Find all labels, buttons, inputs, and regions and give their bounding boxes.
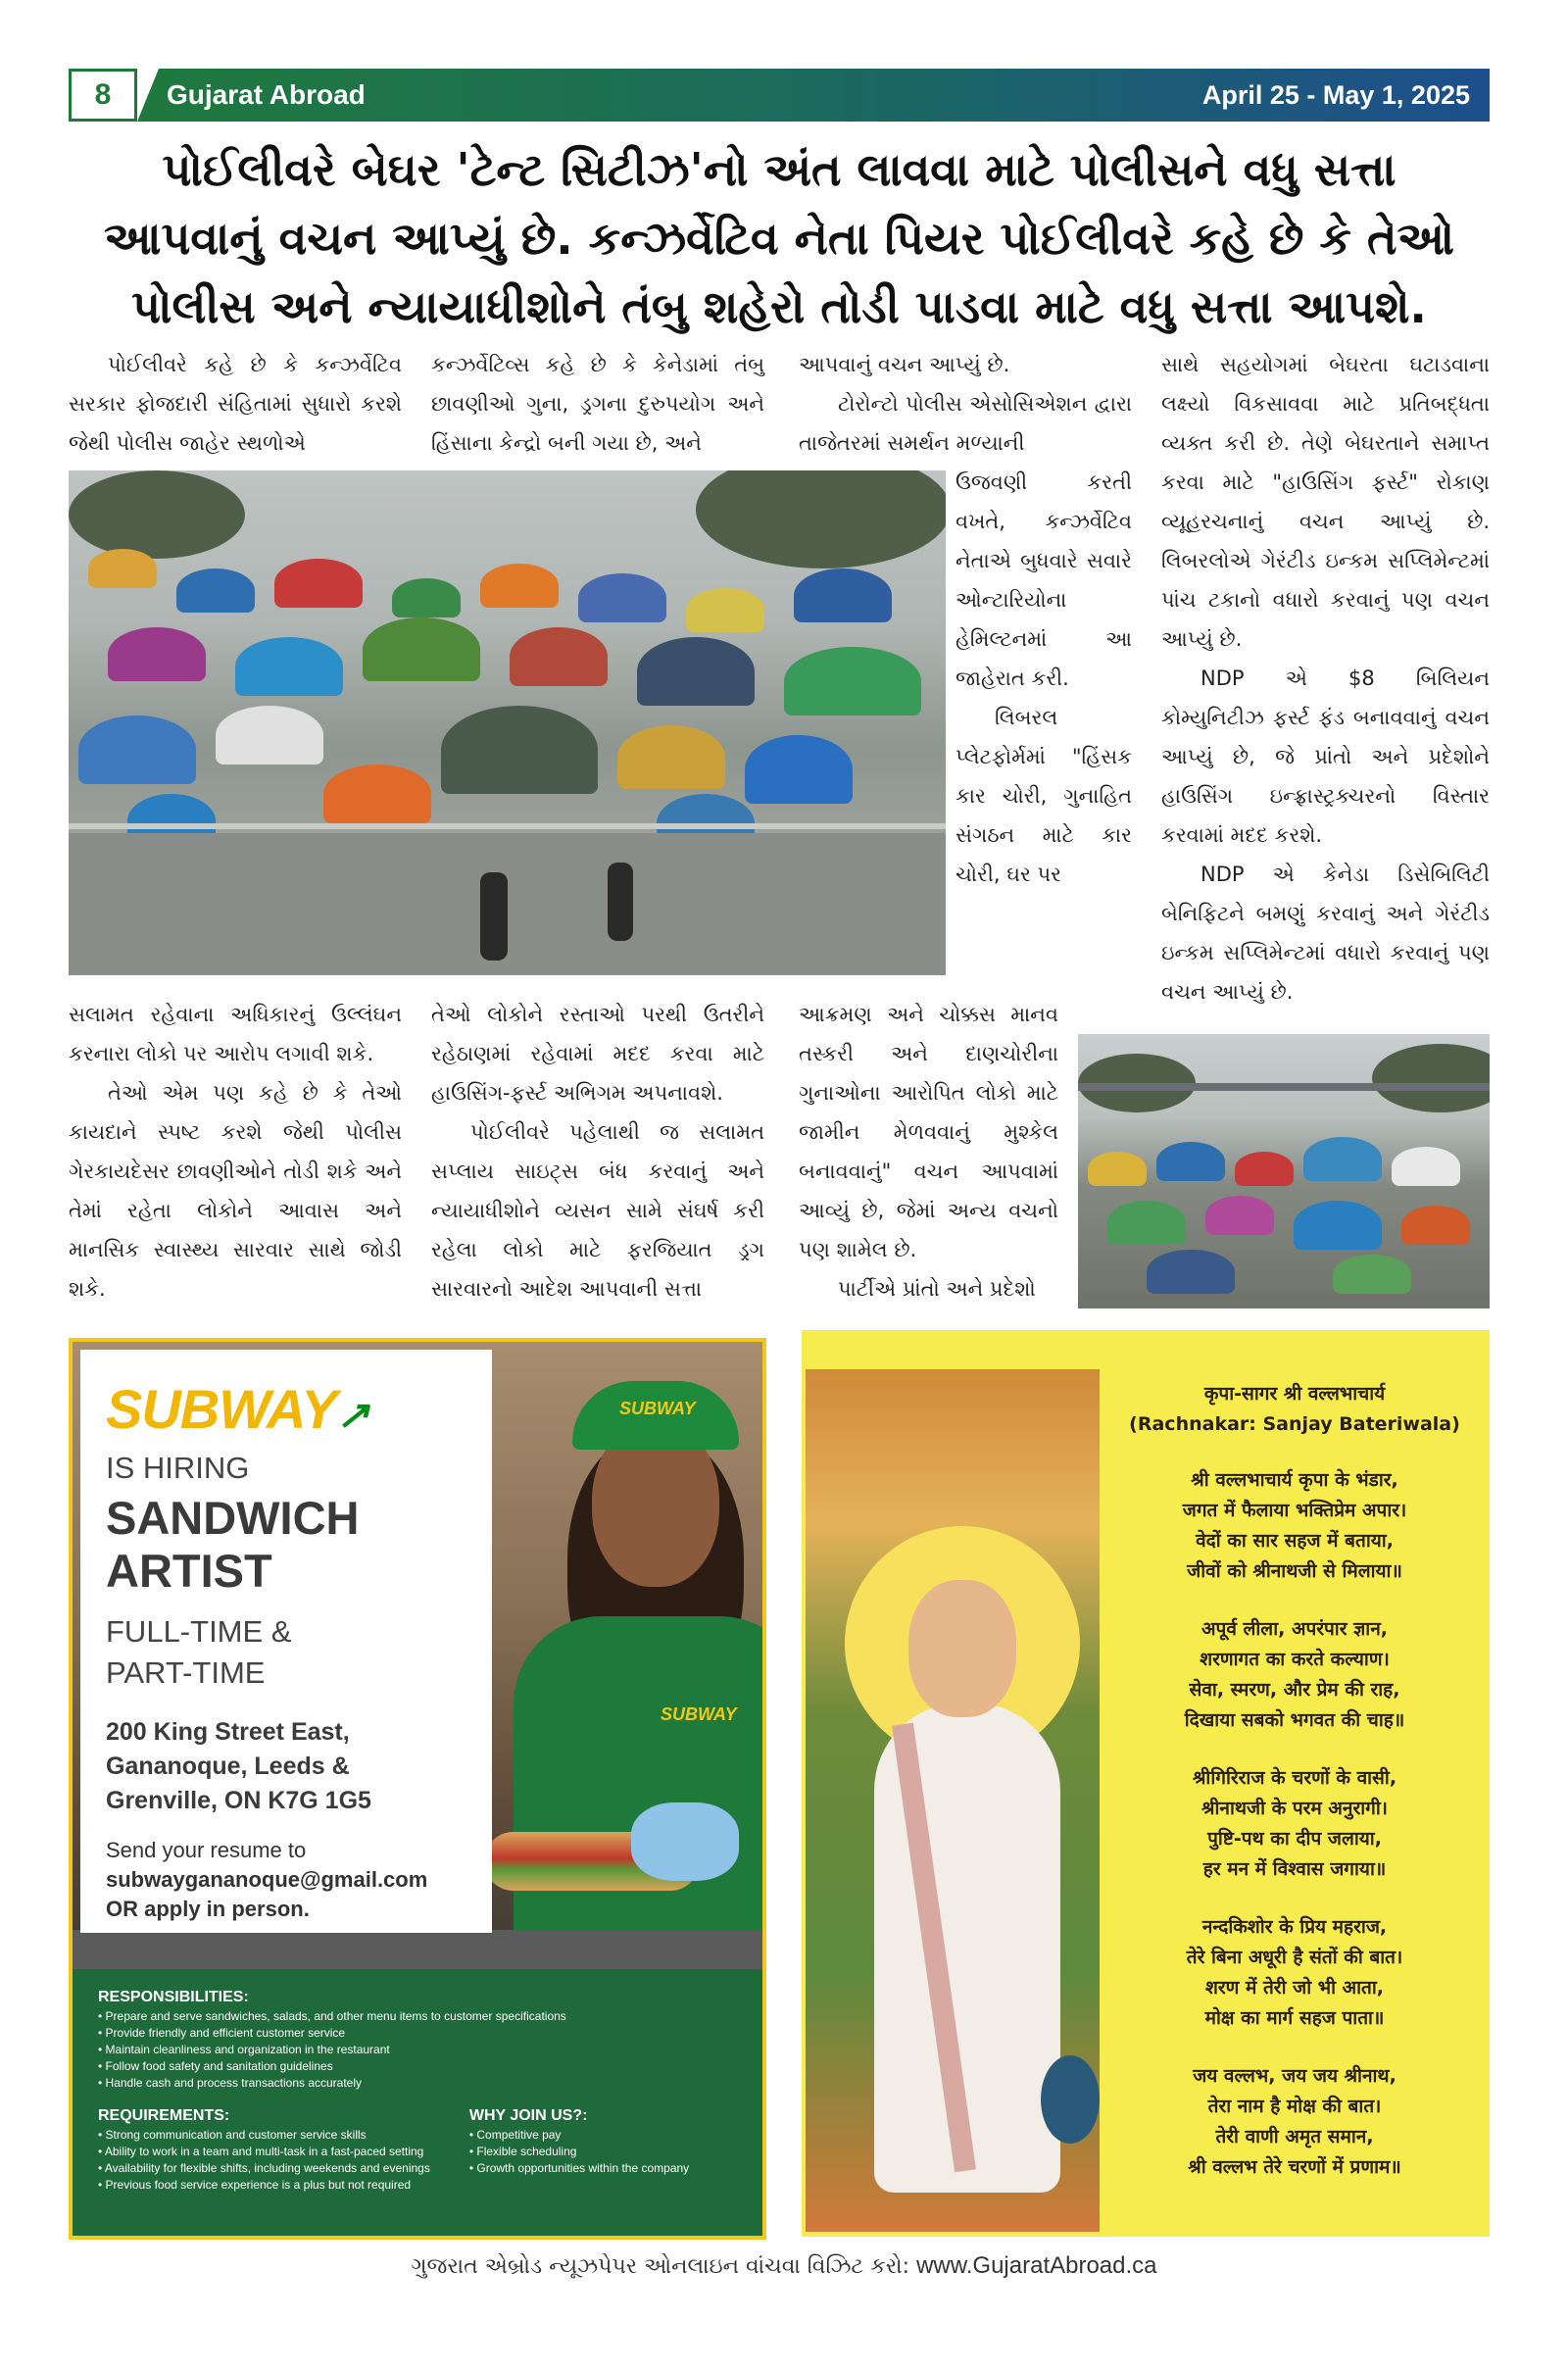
issue-date: April 25 - May 1, 2025 [1201, 79, 1470, 110]
list-item: • Handle cash and process transactions accurately [98, 2075, 745, 2092]
list-item: • Competitive pay [469, 2127, 689, 2144]
hiring-info-card [80, 1350, 492, 1933]
website-link[interactable]: www.GujaratAbroad.ca [916, 2252, 1157, 2279]
poem-stanza: नन्दकिशोर के प्रिय महराज, तेरे बिना अधूरी है संतों की बात। शरण में तेरी जो भी आता, मोक्ष का मार्ग सहज पाता॥ [1186, 1916, 1403, 2029]
logo-arrow-icon: ↗ [336, 1394, 369, 1437]
store-address: 200 King Street East, Gananoque, Leeds & Grenville, ON K7G 1G5 [106, 1718, 371, 1814]
article-paragraph: તેઓ લોકોને રસ્તાઓ પરથી ઉતરીને રહેઠાણમાં રહેવામાં મદદ કરવા માટે હાઉસિંગ-ફર્સ્ટ અભિગમ અપનાવશે. [431, 1003, 764, 1105]
job-title: SANDWICH ARTIST [106, 1492, 360, 1597]
list-item: • Maintain cleanliness and organization in the restaurant [98, 2042, 745, 2058]
subway-hiring-ad[interactable] [69, 1338, 766, 2240]
list-item: • Previous food service experience is a plus but not required [98, 2177, 430, 2194]
article-paragraph: ઉજવણી કરતી વખતે, કન્ઝર્વેટિવ નેતાએ બુધવારે સવારે ઓન્ટારિયોના હેમિલ્ટનમાં આ જાહેરાત કરી. [956, 470, 1132, 690]
responsibilities-heading: RESPONSIBILITIES: [98, 1989, 249, 2005]
apply-instructions: Send your resume to subwaygananoque@gmail.com OR apply in person. [106, 1838, 428, 1921]
article-column-3-narrow [956, 463, 1132, 894]
list-item: • Flexible scheduling [469, 2144, 689, 2160]
list-item: • Availability for flexible shifts, including weekends and evenings [98, 2160, 430, 2177]
article-column-4 [1161, 345, 1490, 1012]
article-column-1-bottom [69, 995, 402, 1308]
why-join-heading: WHY JOIN US?: [468, 2107, 588, 2124]
article-paragraph: લિબરલ પ્લેટફોર્મમાં "હિંસક કાર ચોરી, ગુનાહિત સંગઠન માટે કાર ચોરી, ઘર પર [956, 706, 1132, 886]
article-paragraph: સાથે સહયોગમાં બેઘરતા ઘટાડવાના લક્ષ્યો વિકસાવવા માટે પ્રતિબદ્ધતા વ્યક્ત કરી છે. તેણે બેઘરતાને સમાપ્ત કરવા માટે "હાઉસિંગ ફર્સ્ટ" રોકાણ વ્યૂહરચનાનું વચન આપ્યું છે. લિબરલોએ ગેરંટીડ ઇન્કમ સપ્લિમેન્ટમાં પાંચ ટકાનો વધારો કરવાનું પણ વચન આપ્યું છે. [1161, 353, 1490, 651]
poem-stanza: श्रीगिरिराज के चरणों के वासी, श्रीनाथजी के परम अनुरागी। पुष्टि-पथ का दीप जलाया, हर मन में विश्वास जगाया॥ [1192, 1767, 1397, 1880]
article-paragraph: NDP એ કેનેડા ડિસેબિલિટી બેનિફિટને બમણું કરવાનું અને ગેરંટીડ ઇન્કમ સપ્લિમેન્ટમાં વધારો કરવાનું પણ વચન આપ્યું છે. [1161, 863, 1490, 1004]
poem-text [1113, 1379, 1476, 2210]
page-header [69, 69, 1490, 122]
article-headline [69, 135, 1490, 341]
headline-line: પોલીસ અને ન્યાયાધીશોને તંબુ શહેરો તોડી પાડવા માટે વધુ સત્તા આપશે. [131, 280, 1427, 333]
poem-author: (Rachnakar: Sanjay Bateriwala) [1129, 1413, 1460, 1435]
list-item: • Prepare and serve sandwiches, salads, and other menu items to customer specifications [98, 2008, 745, 2025]
page-footer [0, 2252, 1568, 2280]
article-paragraph: NDP એ $8 બિલિયન કોમ્યુનિટીઝ ફર્સ્ટ ફંડ બનાવવાનું વચન આપ્યું છે, જે પ્રાંતો અને પ્રદેશોને હાઉસિંગ ઇન્ફ્રાસ્ટ્રક્ચરનો વિસ્તાર કરવામાં મદદ કરશે. [1161, 666, 1490, 847]
list-item: • Provide friendly and efficient customer service [98, 2025, 745, 2042]
subway-logo: SUBWAY↗ [106, 1378, 369, 1440]
list-item: • Strong communication and customer service skills [98, 2127, 430, 2144]
footer-text: ગુજરાત એબ્રોડ ન્યૂઝપેપર ઓનલાઇન વાંચવા વિઝિટ કરો: [411, 2254, 910, 2279]
cap-logo: SUBWAY [619, 1399, 696, 1418]
poem-title: कृपा-सागर श्री वल्लभाचार्य [1203, 1383, 1386, 1405]
article-column-2-bottom [431, 995, 764, 1308]
article-paragraph: પાર્ટીએ પ્રાંતો અને પ્રદેશો [838, 1277, 1036, 1301]
page-number: 8 [69, 69, 137, 122]
article-paragraph: ટોરોન્ટો પોલીસ એસોસિએશન દ્વારા તાજેતરમાં સમર્થન મળ્યાની [799, 392, 1132, 455]
resume-email-link[interactable]: subwaygananoque@gmail.com [106, 1867, 428, 1892]
is-hiring-label: IS HIRING [106, 1451, 250, 1485]
headline-line: આપવાનું વચન આપ્યું છે. કન્ઝર્વેટિવ નેતા પિયર પોઈલીવરે કહે છે કે તેઓ [104, 212, 1454, 265]
article-column-3-top [799, 345, 1132, 463]
list-item: • Follow food safety and sanitation guidelines [98, 2058, 745, 2075]
article-paragraph: સલામત રહેવાના અધિકારનું ઉલ્લંઘન કરનારા લોકો પર આરોપ લગાવી શકે. [69, 1003, 402, 1065]
responsibilities-list [98, 2008, 745, 2092]
poem-stanza: श्री वल्लभाचार्य कृपा के भंडार, जगत में फैलाया भक्तिप्रेम अपार। वेदों का सार सहज में बताया, जीवों को श्रीनाथजी से मिलाया॥ [1182, 1469, 1407, 1582]
poem-stanza: जय वल्लभ, जय जय श्रीनाथ, तेरा नाम है मोक्ष की बात। तेरी वाणी अमृत समान, श्री वल्लभ तेरे चरणों में प्रणाम॥ [1188, 2065, 1401, 2178]
publication-name[interactable]: Gujarat Abroad [167, 79, 366, 110]
devotional-poem-ad [802, 1330, 1490, 2237]
requirements-block [98, 2107, 430, 2194]
article-paragraph: પોઈલીવરે કહે છે કે કન્ઝર્વેટિવ સરકાર ફોજદારી સંહિતામાં સુધારો કરશે જેથી પોલીસ જાહેર સ્થળોએ [69, 353, 402, 455]
why-join-block [469, 2107, 689, 2194]
list-item: • Growth opportunities within the company [469, 2160, 689, 2177]
article-paragraph: કન્ઝર્વેટિવ્સ કહે છે કે કેનેડામાં તંબુ છાવણીઓ ગુના, ડ્રગના દુરુપયોગ અને હિંસાના કેન્દ્રો બની ગયા છે, અને [431, 353, 764, 455]
article-paragraph: આપવાનું વચન આપ્યું છે. [799, 353, 1010, 376]
header-slash-decoration [137, 69, 159, 122]
list-item: • Ability to work in a team and multi-task in a fast-paced setting [98, 2144, 430, 2160]
encampment-photo [1078, 1034, 1490, 1308]
article-column-2-top [431, 345, 764, 463]
saint-illustration [806, 1369, 1100, 2232]
tent-city-photo [69, 470, 946, 975]
article-paragraph: તેઓ એમ પણ કહે છે કે તેઓ કાયદાને સ્પષ્ટ કરશે જેથી પોલીસ ગેરકાયદેસર છાવણીઓને તોડી શકે અને તેમાં રહેતા લોકોને આવાસ અને માનસિક સ્વાસ્થ્ય સારવાર સાથે જોડી શકે. [69, 1081, 402, 1301]
headline-line: પોઈલીવરે બેઘર 'ટેન્ટ સિટીઝ'નો અંત લાવવા માટે પોલીસને વધુ સત્તા [162, 143, 1396, 196]
article-column-3-bottom [799, 995, 1058, 1308]
requirements-heading: REQUIREMENTS: [98, 2107, 230, 2124]
article-paragraph: પોઈલીવરે પહેલાથી જ સલામત સપ્લાય સાઇટ્સ બંધ કરવાનું અને ન્યાયાધીશોને વ્યસન સામે સંઘર્ષ કરી રહેલા લોકો માટે ફરજિયાત ડ્રગ સારવારનો આદેશ આપવાની સત્તા [431, 1120, 764, 1301]
article-paragraph: આક્રમણ અને ચોક્કસ માનવ તસ્કરી અને દાણચોરીના ગુનાઓના આરોપિત લોકો માટે જામીન મેળવવાનું મુશ્કેલ બનાવવાનું" વચન આપવામાં આવ્યું છે, જેમાં અન્ય વચનો પણ શામેલ છે. [799, 1003, 1058, 1261]
employment-type: FULL-TIME & PART-TIME [106, 1614, 292, 1690]
shirt-logo: SUBWAY [661, 1704, 737, 1724]
article-column-1-top [69, 345, 402, 463]
job-details [98, 1989, 745, 2194]
poem-stanza: अपूर्व लीला, अपरंपार ज्ञान, शरणागत का करते कल्याण। सेवा, स्मरण, और प्रेम की राह, दिखाया सबको भगवत की चाह॥ [1184, 1618, 1405, 1731]
